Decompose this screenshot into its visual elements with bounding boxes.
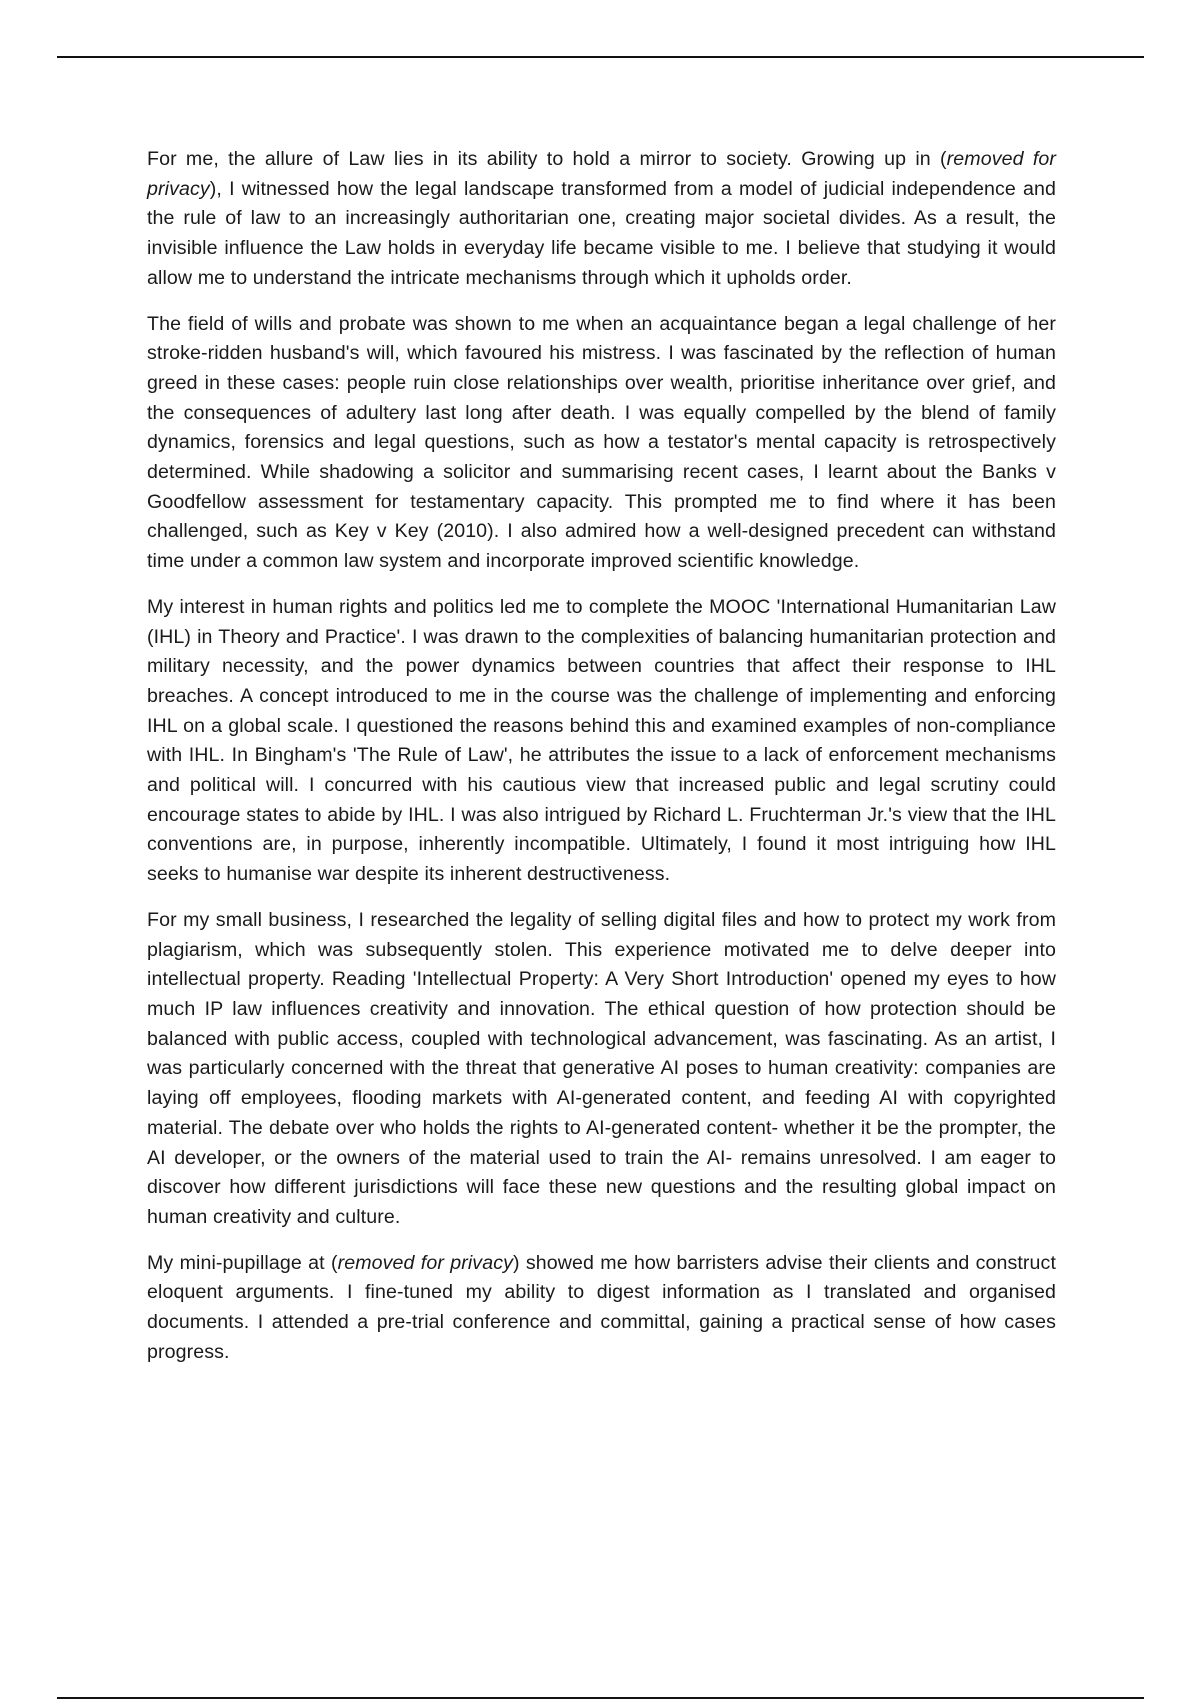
privacy-redaction: removed for privacy — [337, 1251, 513, 1274]
paragraph-5-end: ) showed me how barristers advise their clients and construct eloquent arguments. I fine-tuned my ability to digest information as I translated and organised documents. I attended a pre-trial conference and committal, gaining a practical sense of how cases progress. — [147, 1251, 1056, 1363]
top-rule — [57, 56, 1144, 58]
paragraph-law-mirror — [147, 145, 1056, 294]
privacy-redaction: removed for privacy — [147, 148, 1056, 200]
paragraph-1-end: ), I witnessed how the legal landscape transformed from a model of judicial independence and the rule of law to an increasingly authoritarian one, creating major societal divides. As a result, the invisible influence the Law holds in everyday life became visible to me. I believe that studying it would allow me to understand the intricate mechanisms through which it upholds order. — [147, 177, 1056, 289]
paragraph-humanitarian-law: My interest in human rights and politics led me to complete the MOOC 'International Humanitarian Law (IHL) in Theory and Practice'. I was drawn to the complexities of balancing humanitarian protection and military necessity, and the power dynamics between countries that affect their response to IHL breaches. A concept introduced to me in the course was the challenge of implementing and enforcing IHL on a global scale. I questioned the reasons behind this and examined examples of non-compliance with IHL. In Bingham's 'The Rule of Law', he attributes the issue to a lack of enforcement mechanisms and political will. I concurred with his cautious view that increased public and legal scrutiny could encourage states to abide by IHL. I was also intrigued by Richard L. Fruchterman Jr.'s view that the IHL conventions are, in purpose, inherently incompatible. Ultimately, I found it most intriguing how IHL seeks to humanise war despite its inherent destructiveness. — [147, 595, 1056, 886]
paragraph-mini-pupillage — [147, 1249, 1056, 1368]
paragraph-5-start: My mini-pupillage at ( — [147, 1251, 338, 1274]
paragraph-1-start: For me, the allure of Law lies in its ability to hold a mirror to society. Growing up in ( — [147, 148, 947, 170]
statement-body — [147, 145, 1056, 1383]
bottom-rule — [57, 1697, 1144, 1699]
paragraph-wills-probate: The field of wills and probate was shown to me when an acquaintance began a legal challenge of her stroke-ridden husband's will, which favoured his mistress. I was fascinated by the reflection of human greed in these cases: people ruin close relationships over wealth, prioritise inheritance over grief, and the consequences of adultery last long after death. I was equally compelled by the blend of family dynamics, forensics and legal questions, such as how a testator's mental capacity is retrospectively determined. While shadowing a solicitor and summarising recent cases, I learnt about the Banks v Goodfellow assessment for testamentary capacity. This prompted me to find where it has been challenged, such as Key v Key (2010). I also admired how a well-designed precedent can withstand time under a common law system and incorporate improved scientific knowledge. — [147, 312, 1056, 573]
paragraph-intellectual-property: For my small business, I researched the legality of selling digital files and how to protect my work from plagiarism, which was subsequently stolen. This experience motivated me to delve deeper into intellectual property. Reading 'Intellectual Property: A Very Short Introduction' opened my eyes to how much IP law influences creativity and innovation. The ethical question of how protection should be balanced with public access, coupled with technological advancement, was fascinating. As an artist, I was particularly concerned with the threat that generative AI poses to human creativity: companies are laying off employees, flooding markets with AI-generated content, and feeding AI with copyrighted material. The debate over who holds the rights to AI-generated content- whether it be the prompter, the AI developer, or the owners of the material used to train the AI- remains unresolved. I am eager to discover how different jurisdictions will face these new questions and the resulting global impact on human creativity and culture. — [147, 908, 1056, 1228]
